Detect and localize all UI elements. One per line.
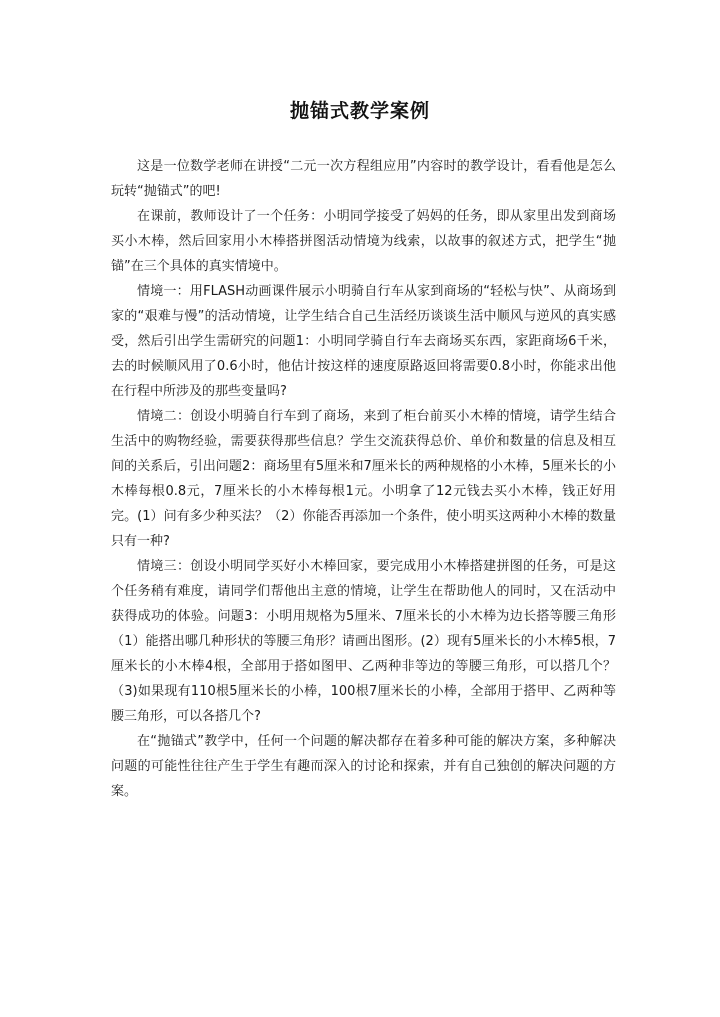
document-title: 抛锚式教学案例 — [289, 100, 430, 122]
paragraph-scenario-2: 情境二：创设小明骑自行车到了商场，来到了柜台前买小木棒的情境，请学生结合生活中的购物经验，需要获得那些信息？学生交流获得总价、单价和数量的信息及相互间的关系后，引出问题2：商场里有5厘米和7厘米长的两种规格的小木棒，5厘米长的小木棒每根0.8元，7厘米长的小木棒每根1元。小明拿了12元钱去买小木棒，钱正好用完。(1）问有多少种买法？（2）你能否再添加一个条件，使小明买这两种小木棒的数量只有一种? — [111, 409, 616, 549]
paragraph-scenario-1: 情境一：用FLASH动画课件展示小明骑自行车从家到商场的“轻松与快”、从商场到家的“艰难与慢”的活动情境，让学生结合自己生活经历谈谈生活中顺风与逆风的真实感受，然后引出学生需研究的问题1：小明同学骑自行车去商场买东西，家距商场6千米，去的时候顺风用了0.6小时，他估计按这样的速度原路返回将需要0.8小时，你能求出他在行程中所涉及的那些变量吗? — [111, 284, 616, 399]
document-body — [111, 154, 616, 804]
paragraph-task: 在课前，教师设计了一个任务：小明同学接受了妈妈的任务，即从家里出发到商场买小木棒，然后回家用小木棒搭拼图活动情境为线索，以故事的叙述方式，把学生“抛锚”在三个具体的真实情境中。 — [111, 209, 616, 274]
paragraph-scenario-3: 情境三：创设小明同学买好小木棒回家，要完成用小木棒搭建拼图的任务，可是这个任务稍有难度，请同学们帮他出主意的情境，让学生在帮助他人的同时，又在活动中获得成功的体验。问题3：小明用规格为5厘米、7厘米长的小木棒为边长搭等腰三角形（1）能搭出哪几种形状的等腰三角形？请画出图形。(2）现有5厘米长的小木棒5根，7厘米长的小木棒4根，全部用于搭如图甲、乙两种非等边的等腰三角形，可以搭几个？（3)如果现有110根5厘米长的小棒，100根7厘米长的小棒，全部用于搭甲、乙两种等腰三角形，可以各搭几个? — [111, 559, 616, 724]
paragraph-conclusion: 在“抛锚式”教学中，任何一个问题的解决都存在着多种可能的解决方案，多种解决问题的可能性往往产生于学生有趣而深入的讨论和探索，并有自己独创的解决问题的方案。 — [111, 734, 616, 799]
paragraph-intro: 这是一位数学老师在讲授“二元一次方程组应用”内容时的教学设计，看看他是怎么玩转“抛锚式”的吧! — [111, 159, 616, 199]
